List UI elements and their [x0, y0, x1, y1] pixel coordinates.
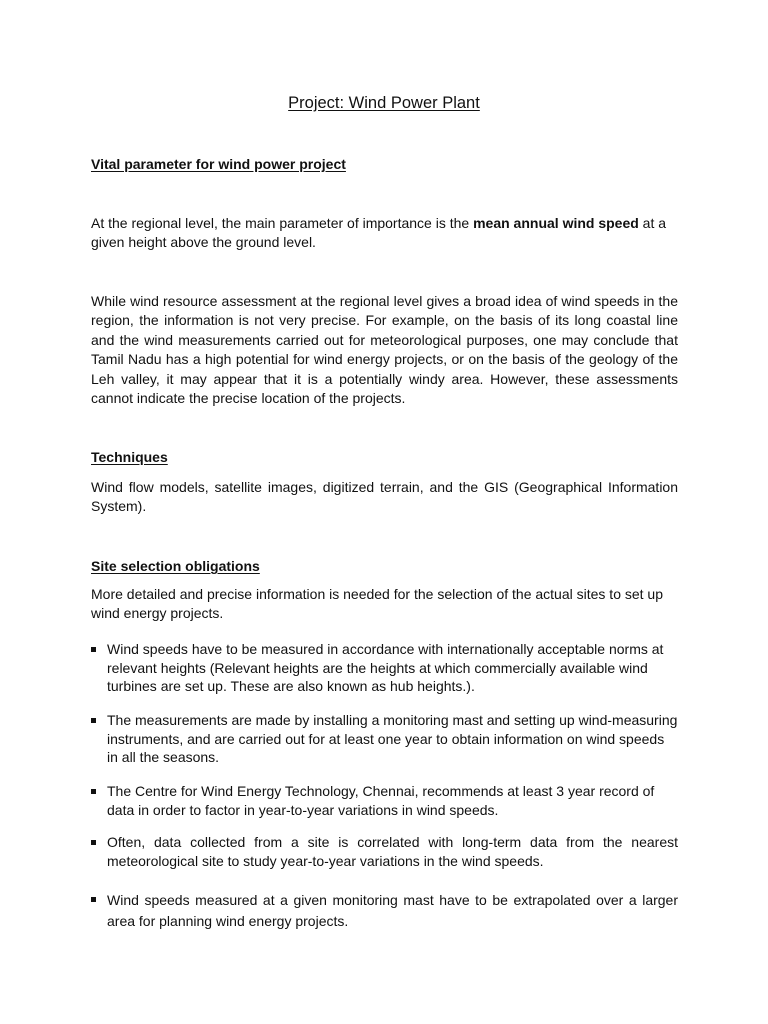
bullet-marker	[91, 789, 96, 794]
paragraph-regional-assessment: While wind resource assessment at the regional level gives a broad idea of wind speeds in the region, the information is not very precise. For example, on the basis of its long coastal line and the wind measurements carried out for meteorological purposes, one may conclude that Tamil Nadu has a high potential for wind energy projects, or on the basis of the geology of the Leh valley, it may appear that it is a potentially windy area. However, these assessments cannot indicate the precise location of the projects.	[91, 293, 678, 407]
paragraph-mean-annual-wind-speed	[91, 214, 678, 253]
paragraph-text: At the regional level, the main parameter of importance is the	[91, 215, 474, 231]
list-item	[91, 782, 678, 819]
paragraph-text: at a given height above the ground level.	[91, 215, 667, 251]
list-item	[91, 890, 678, 932]
section-heading-site-selection: Site selection obligations	[91, 558, 260, 574]
list-item	[91, 640, 678, 696]
list-item-text: Wind speeds measured at a given monitoring mast have to be extrapolated over a larger area for planning wind energy projects.	[107, 892, 678, 929]
section-heading-vital-parameter: Vital parameter for wind power project	[91, 156, 346, 172]
bullet-marker	[91, 840, 96, 845]
list-item-text: Often, data collected from a site is correlated with long-term data from the nearest meteorological site to study year-to-year variations in the wind speeds.	[107, 834, 678, 869]
emphasis-mean-annual-wind-speed: mean annual wind speed	[473, 215, 639, 231]
list-item	[91, 711, 678, 767]
section-heading-techniques: Techniques	[91, 449, 168, 465]
bullet-marker	[91, 897, 96, 902]
list-item-text: The measurements are made by installing a monitoring mast and setting up wind-measuring instruments, and are carried out for at least one year to obtain information on wind speeds in all the seasons.	[107, 712, 678, 766]
paragraph-site-selection-intro: More detailed and precise information is needed for the selection of the actual sites to set up wind energy projects.	[91, 586, 664, 622]
list-item-text: The Centre for Wind Energy Technology, Chennai, recommends at least 3 year record of data in order to factor in year-to-year variations in wind speeds.	[107, 783, 655, 818]
bullet-marker	[91, 718, 96, 723]
list-item	[91, 833, 678, 870]
page-title: Project: Wind Power Plant	[288, 94, 480, 112]
bullet-marker	[91, 647, 96, 652]
paragraph-techniques: Wind flow models, satellite images, digitized terrain, and the GIS (Geographical Information System).	[91, 479, 678, 515]
list-item-text: Wind speeds have to be measured in accordance with internationally acceptable norms at relevant heights (Relevant heights are the heights at which commercially available wind turbines are set up. These are also known as hub heights.).	[107, 641, 664, 695]
